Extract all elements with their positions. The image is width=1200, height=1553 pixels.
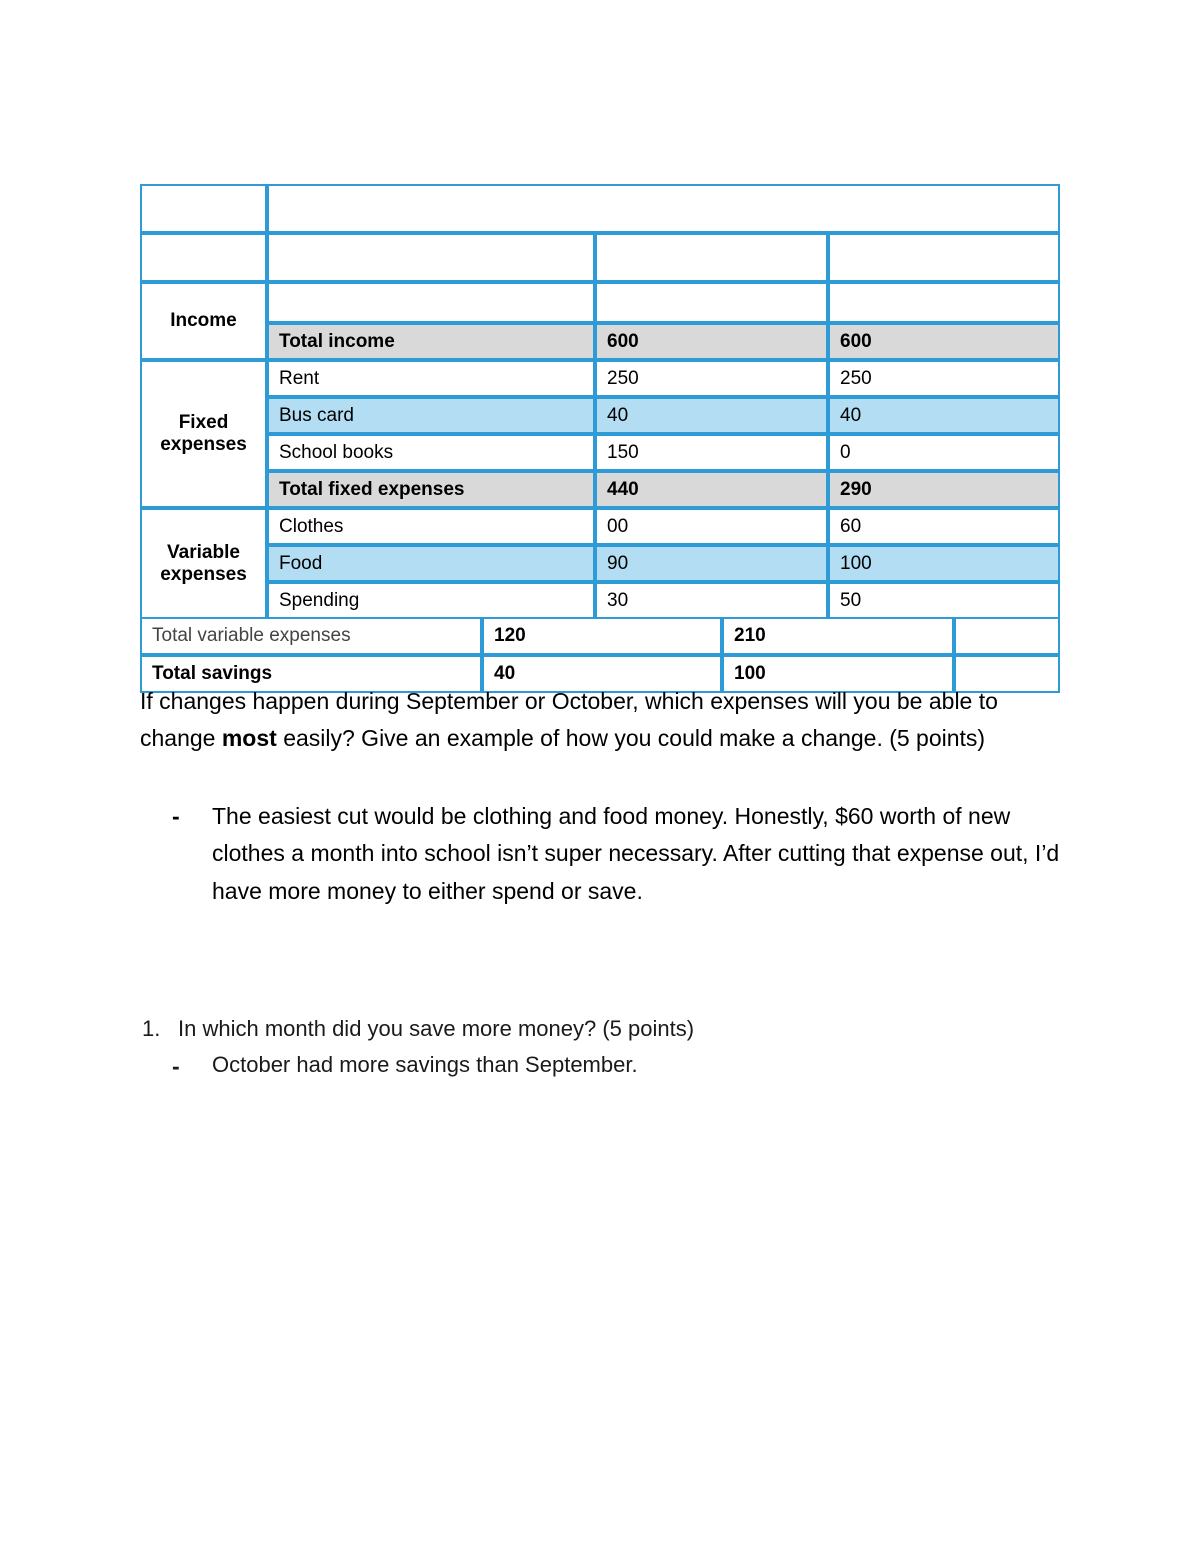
- row-value-october-total-income: 600: [828, 323, 1060, 360]
- table-header-corner-cell-2: [140, 233, 267, 282]
- row-value-october-bus-card: 40: [828, 397, 1060, 434]
- section-stub-fixed-expenses-line2: expenses: [160, 434, 247, 455]
- section-stub-fixed-expenses: [140, 360, 267, 508]
- row-value-october-blank: [828, 282, 1060, 323]
- table-row: [140, 471, 1060, 508]
- list-item: [142, 1012, 1042, 1046]
- table-row: [140, 434, 1060, 471]
- question-1-prompt: [140, 683, 1070, 758]
- row-value-september-total-fixed-expenses: 440: [595, 471, 828, 508]
- question-1-answer-text: The easiest cut would be clothing and food money. Honestly, $60 worth of new clothes a month into school isn’t super necessary. After cutting that expense out, I’d have more money to either spend or save.: [212, 803, 1060, 904]
- row-label-spending: Spending: [267, 582, 595, 619]
- section-stub-income: Income: [140, 282, 267, 360]
- row-label-clothes: Clothes: [267, 508, 595, 545]
- row-value-october-spending: 50: [828, 582, 1060, 619]
- question-1-emphasis: most: [221, 725, 277, 752]
- row-value-october-school-books: 0: [828, 434, 1060, 471]
- list-item: [172, 798, 1072, 910]
- row-value-september-school-books: 150: [595, 434, 828, 471]
- summary-tail-cell: [954, 617, 1060, 655]
- summary-label-total-variable-expenses: Total variable expenses: [140, 617, 482, 655]
- row-value-october-rent: 250: [828, 360, 1060, 397]
- row-label-rent: Rent: [267, 360, 595, 397]
- row-label-total-fixed-expenses: Total fixed expenses: [267, 471, 595, 508]
- summary-label-total-savings: Total savings: [140, 655, 482, 693]
- dash-bullet-icon: -: [172, 803, 180, 829]
- table-row: [140, 508, 1060, 545]
- section-stub-variable-expenses-line2: expenses: [160, 563, 247, 585]
- question-1-answer-block: [172, 798, 1072, 910]
- budget-summary-table: [140, 617, 1060, 693]
- personal-budget-table: [140, 184, 1060, 619]
- row-value-september-bus-card: 40: [595, 397, 828, 434]
- table-row: [140, 360, 1060, 397]
- row-value-september-food: 90: [595, 545, 828, 582]
- column-header-income-and-expenses: Income and Expenses: [267, 233, 595, 282]
- question-2-answer-block: [172, 1048, 1072, 1085]
- table-row: [140, 545, 1060, 582]
- table-title: Personal Budget: [267, 184, 1060, 233]
- table-title-row: [140, 184, 1060, 233]
- question-2-answer-text: October had more savings than September.: [212, 1052, 638, 1077]
- table-row: [140, 397, 1060, 434]
- list-item: [172, 1048, 1072, 1085]
- row-value-september-total-income: 600: [595, 323, 828, 360]
- question-2-text: In which month did you save more money? (5 points): [178, 1016, 695, 1041]
- section-stub-fixed-expenses-line1: Fixed: [178, 412, 229, 434]
- row-value-september-spending: 30: [595, 582, 828, 619]
- row-value-september-rent: 250: [595, 360, 828, 397]
- section-stub-variable-expenses-line1: Variable: [167, 541, 240, 563]
- row-label-school-books: School books: [267, 434, 595, 471]
- column-header-october: October: [828, 233, 1060, 282]
- row-value-october-food: 100: [828, 545, 1060, 582]
- question-2-prompt: [142, 1012, 1042, 1046]
- row-label-total-income: Total income: [267, 323, 595, 360]
- row-value-october-clothes: 60: [828, 508, 1060, 545]
- table-column-header-row: [140, 233, 1060, 282]
- column-header-september: September: [595, 233, 828, 282]
- personal-budget-table-container: [140, 184, 1060, 693]
- question-1-text: [140, 683, 1070, 758]
- row-label-food: Food: [267, 545, 595, 582]
- question-1-text-after: easily? Give an example of how you could make a change. (5 points): [276, 725, 986, 752]
- dash-bullet-icon-2: -: [172, 1053, 180, 1079]
- list-number-marker: 1.: [142, 1016, 161, 1041]
- row-value-september-blank: [595, 282, 828, 323]
- row-label-blank: [267, 282, 595, 323]
- table-row: [140, 582, 1060, 619]
- question-1-text-before: If changes happen during September or October, which expenses will you be able to change: [140, 688, 998, 752]
- table-row: [140, 282, 1060, 323]
- table-corner-cell: [140, 184, 267, 233]
- summary-value-september-total-variable-expenses: 120: [482, 617, 722, 655]
- summary-row-total-variable-expenses: [140, 617, 1060, 655]
- section-stub-variable-expenses: [140, 508, 267, 619]
- row-value-october-total-fixed-expenses: 290: [828, 471, 1060, 508]
- summary-value-october-total-savings: 100: [722, 655, 954, 693]
- summary-value-october-total-variable-expenses: 210: [722, 617, 954, 655]
- row-label-bus-card: Bus card: [267, 397, 595, 434]
- table-row: [140, 323, 1060, 360]
- row-value-september-clothes: 00: [595, 508, 828, 545]
- summary-value-september-total-savings: 40: [482, 655, 722, 693]
